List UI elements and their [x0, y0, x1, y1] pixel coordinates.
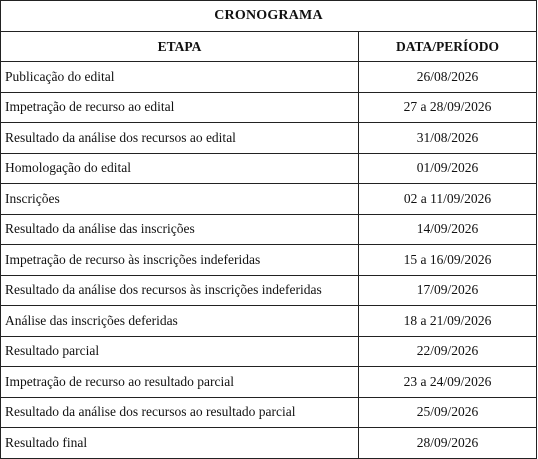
table-row [1, 153, 537, 184]
etapa-cell: Resultado da análise das inscrições [1, 214, 359, 245]
table-row [1, 306, 537, 337]
data-cell: 01/09/2026 [359, 153, 537, 184]
data-cell: 02 a 11/09/2026 [359, 184, 537, 215]
column-header-data: DATA/PERÍODO [359, 32, 537, 62]
etapa-cell: Resultado parcial [1, 336, 359, 367]
data-cell: 23 a 24/09/2026 [359, 367, 537, 398]
table-row [1, 92, 537, 123]
table-row [1, 245, 537, 276]
etapa-cell: Resultado da análise dos recursos ao edital [1, 123, 359, 154]
table-row [1, 184, 537, 215]
etapa-cell: Homologação do edital [1, 153, 359, 184]
table-row [1, 123, 537, 154]
data-cell: 31/08/2026 [359, 123, 537, 154]
table-body [1, 62, 537, 459]
data-cell: 25/09/2026 [359, 397, 537, 428]
etapa-cell: Impetração de recurso às inscrições indeferidas [1, 245, 359, 276]
etapa-cell: Resultado da análise dos recursos às inscrições indeferidas [1, 275, 359, 306]
data-cell: 27 a 28/09/2026 [359, 92, 537, 123]
table-title-row [1, 1, 537, 32]
table-row [1, 367, 537, 398]
data-cell: 18 a 21/09/2026 [359, 306, 537, 337]
data-cell: 28/09/2026 [359, 428, 537, 459]
data-cell: 22/09/2026 [359, 336, 537, 367]
column-header-etapa: ETAPA [1, 32, 359, 62]
etapa-cell: Resultado final [1, 428, 359, 459]
table-row [1, 428, 537, 459]
table-header-row [1, 32, 537, 62]
etapa-cell: Inscrições [1, 184, 359, 215]
etapa-cell: Resultado da análise dos recursos ao resultado parcial [1, 397, 359, 428]
data-cell: 15 a 16/09/2026 [359, 245, 537, 276]
etapa-cell: Impetração de recurso ao edital [1, 92, 359, 123]
table-title: CRONOGRAMA [1, 1, 537, 32]
etapa-cell: Publicação do edital [1, 62, 359, 93]
table-row [1, 397, 537, 428]
table-row [1, 214, 537, 245]
data-cell: 17/09/2026 [359, 275, 537, 306]
data-cell: 14/09/2026 [359, 214, 537, 245]
etapa-cell: Impetração de recurso ao resultado parcial [1, 367, 359, 398]
table-row [1, 336, 537, 367]
table-row [1, 275, 537, 306]
table-row [1, 62, 537, 93]
etapa-cell: Análise das inscrições deferidas [1, 306, 359, 337]
data-cell: 26/08/2026 [359, 62, 537, 93]
